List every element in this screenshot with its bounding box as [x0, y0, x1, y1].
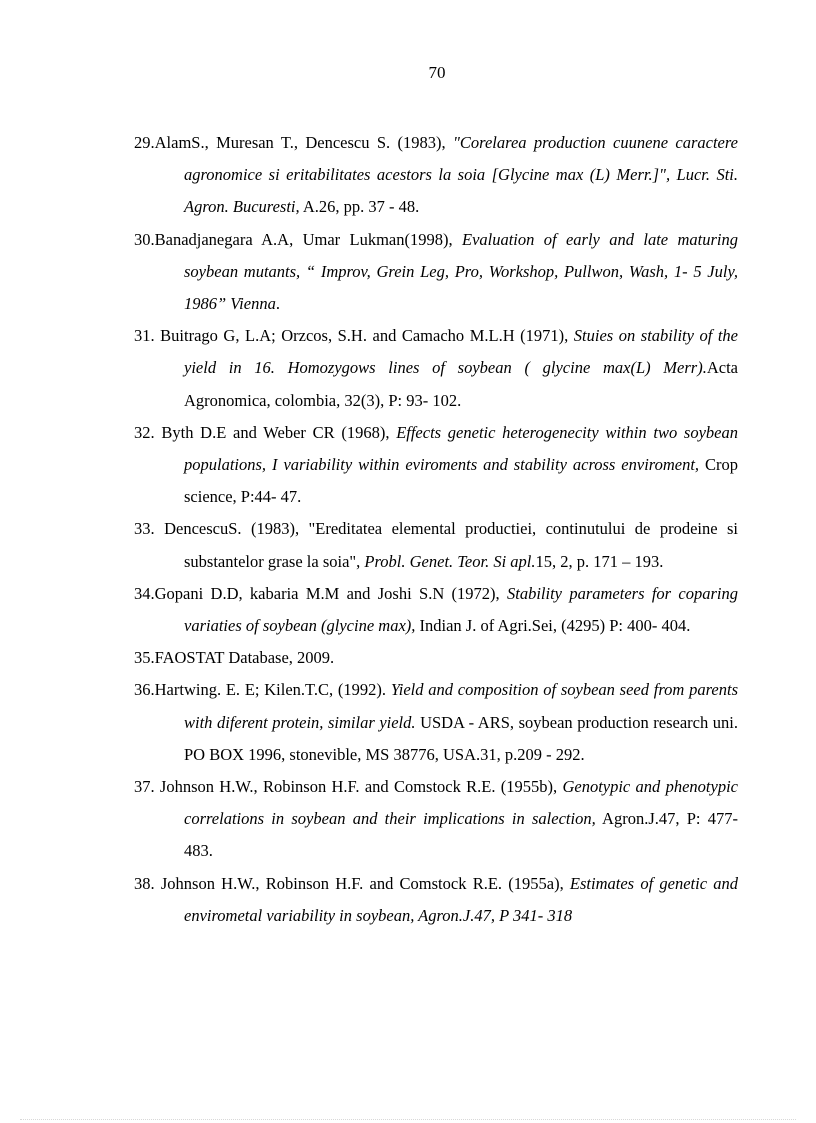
reference-number: 32. — [134, 422, 162, 442]
reference-text: Banadjanegara A.A, Umar Lukman(1998), — [154, 229, 462, 249]
reference-text: Johnson H.W., Robinson H.F. and Comstock R.E. (1955a), — [160, 873, 570, 893]
reference-text: AlamS., Muresan T., Dencescu S. (1983), — [154, 133, 453, 152]
reference-number: 35. — [134, 648, 155, 668]
reference-item — [134, 868, 738, 932]
reference-text: DencescuS. (1983), "Ereditatea elemental productiei, continutului de prodeine si substantelor grase la soia", — [164, 519, 738, 571]
reference-number: 30. — [134, 229, 155, 249]
reference-title-italic: Evaluation of early and late maturing soybean mutants, “ Improv, Grein Leg, Pro, Workshop, Pullwon, Wash, 1- 5 July, 1986” Vienna — [184, 229, 738, 314]
reference-item — [134, 127, 738, 224]
reference-text: 15, 2, p. 171 – 193. — [535, 551, 664, 571]
reference-text: Indian J. of Agri.Sei, (4295) P: 400- 404. — [415, 616, 691, 636]
reference-title-italic: Effects genetic heterogenecity within two soybean populations, I variability within eviroments and stability across enviroment, — [184, 422, 738, 475]
reference-title-italic: Estimates of genetic and envirometal variability in soybean, Agron.J.47, P 341- 318 — [184, 873, 738, 925]
reference-title-italic: Genotypic and phenotypic correlations in soybean and their implications in salection, — [184, 777, 738, 829]
reference-number: 29. — [134, 133, 155, 152]
reference-text: Gopani D.D, kabaria M.M and Joshi S.N (1972), — [154, 583, 508, 603]
reference-text: Hartwing. E. E; Kilen.T.C, (1992). — [154, 680, 391, 700]
reference-text: Buitrago G, L.A; Orzcos, S.H. and Camacho M.L.H (1971), — [160, 326, 574, 346]
reference-text: A.26, pp. 37 - 48. — [299, 197, 420, 217]
reference-item — [134, 674, 738, 771]
reference-number: 31. — [134, 326, 161, 346]
reference-text: . — [275, 294, 280, 314]
reference-number: 36. — [134, 680, 155, 700]
reference-item — [134, 771, 738, 868]
reference-number: 33. — [134, 519, 165, 539]
reference-title-italic: Stability parameters for coparing variaties of soybean (glycine max), — [184, 583, 738, 636]
reference-number: 34. — [134, 583, 155, 603]
reference-text: Byth D.E and Weber CR (1968), — [161, 422, 397, 442]
reference-text: Acta Agronomica, colombia, 32(3), P: 93- 102. — [184, 358, 738, 410]
reference-number: 38. — [134, 873, 161, 893]
reference-text: Crop science, P:44- 47. — [184, 455, 738, 507]
reference-text: USDA - ARS, soybean production research uni. PO BOX 1996, stonevible, MS 38776, USA.31, p.209 - 292. — [184, 712, 738, 764]
reference-item — [134, 417, 738, 514]
reference-title-italic: "Corelarea production cuunene caractere agronomice si eritabilitates acestors la soia [Glycine max (L) Merr.]", Lucr. Sti. Agron. Bucuresti, — [184, 133, 738, 217]
reference-number: 37. — [134, 777, 160, 797]
reference-list — [134, 127, 738, 932]
reference-item — [134, 513, 738, 577]
reference-item — [134, 224, 738, 321]
reference-text: Agron.J.47, P: 477- 483. — [184, 809, 738, 861]
reference-text: FAOSTAT Database, 2009. — [154, 648, 335, 668]
reference-item — [134, 320, 738, 417]
page-number: 70 — [428, 63, 446, 82]
reference-title-italic: Yield and composition of soybean seed from parents with diferent protein, similar yield. — [184, 680, 738, 732]
reference-title-italic: Stuies on stability of the yield in 16. Homozygows lines of soybean ( glycine max(L) Merr). — [184, 326, 738, 378]
reference-title-italic: Probl. Genet. Teor. Si apl. — [364, 551, 536, 571]
reference-text: Johnson H.W., Robinson H.F. and Comstock R.E. (1955b), — [159, 777, 563, 797]
reference-item — [134, 578, 738, 642]
page-bottom-divider — [20, 1119, 796, 1120]
reference-item — [134, 642, 738, 674]
